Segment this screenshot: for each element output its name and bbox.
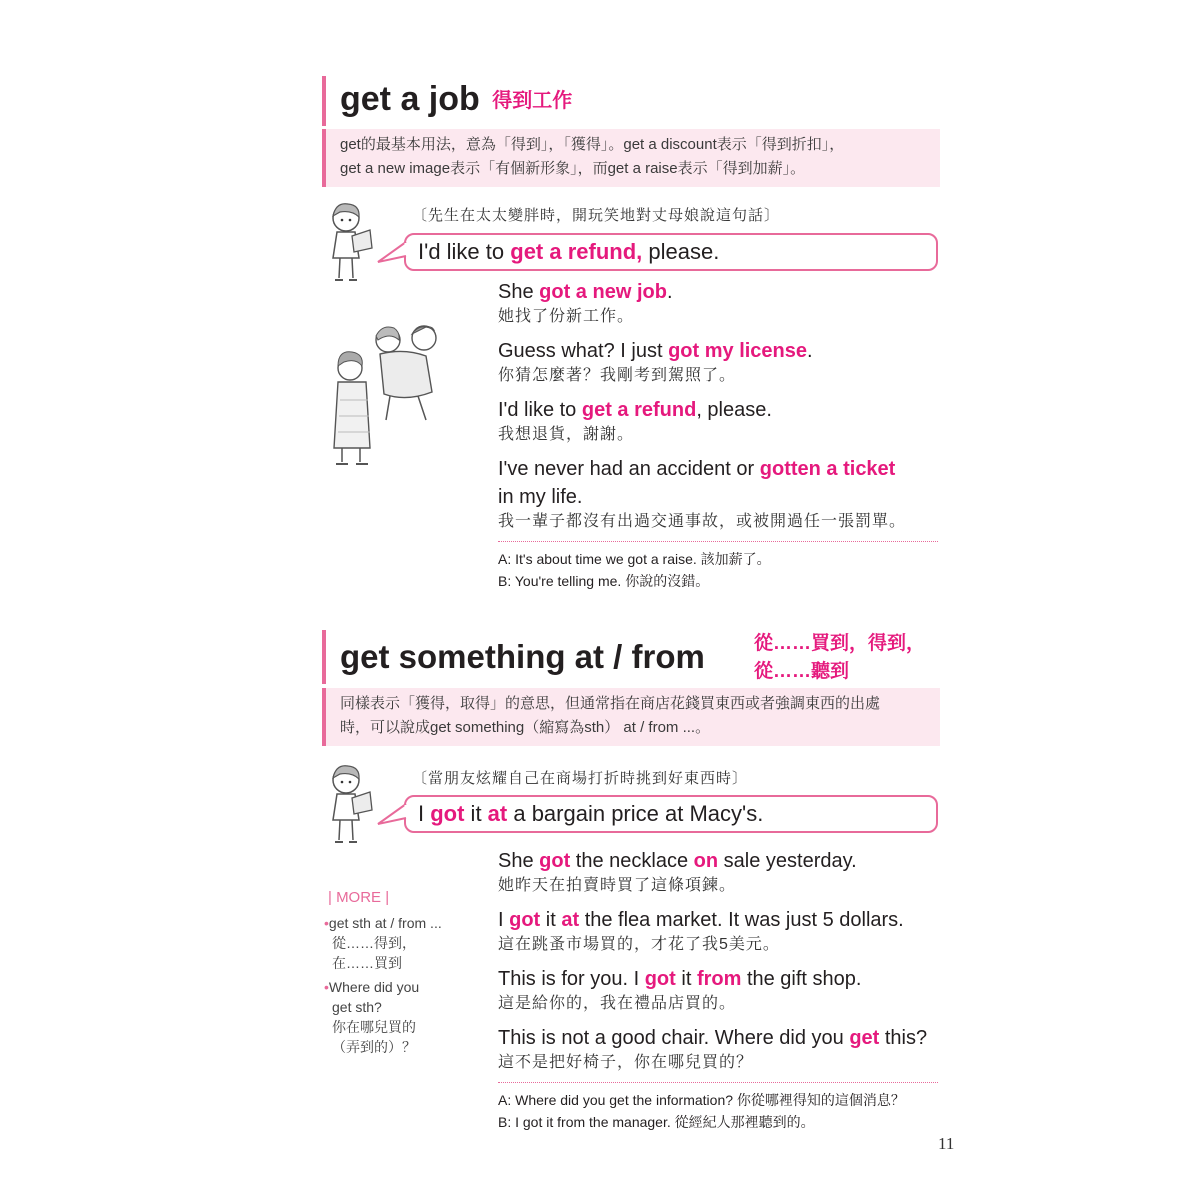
bubble-text: please. bbox=[642, 239, 720, 264]
example-item bbox=[498, 396, 948, 446]
family-illustration bbox=[326, 320, 456, 468]
section-title bbox=[322, 76, 940, 126]
example-item bbox=[498, 337, 948, 387]
example-english-line2: in my life. bbox=[498, 486, 583, 508]
intro-box bbox=[322, 129, 940, 187]
title-english: get something at / from bbox=[340, 638, 705, 675]
example-item bbox=[498, 455, 948, 533]
example-english: She got a new job. bbox=[498, 281, 673, 303]
example-item bbox=[498, 965, 948, 1015]
example-item bbox=[498, 906, 948, 956]
page-number: 11 bbox=[938, 1134, 955, 1153]
bubble-highlight: get a refund, bbox=[510, 239, 643, 264]
intro-box bbox=[322, 688, 940, 746]
example-english: I'd like to get a refund, please. bbox=[498, 399, 772, 421]
more-list: •get sth at / from ... 從……得到， 在……買到 •Where did you get sth? 你在哪兒買的 （弄到的）？ bbox=[324, 913, 464, 1057]
intro-line: 同樣表示「獲得，取得」的意思，但通常指在商店花錢買東西或者強調東西的出處 bbox=[340, 695, 881, 712]
more-item: •Where did you bbox=[324, 979, 420, 995]
more-item: •get sth at / from ... bbox=[324, 915, 442, 931]
speech-bubble: I got it at a bargain price at Macy's. bbox=[404, 795, 938, 833]
example-item bbox=[498, 1024, 948, 1074]
bubble-tail bbox=[376, 802, 408, 828]
example-chinese: 我一輩子都沒有出過交通事故，或被開過任一張罰單。 bbox=[498, 513, 907, 530]
dialog-box bbox=[498, 1082, 938, 1133]
example-item bbox=[498, 847, 948, 897]
intro-line: get的最基本用法，意為「得到」，「獲得」。get a discount表示「得到折扣」， bbox=[340, 136, 845, 153]
girl-reading-illustration bbox=[322, 200, 378, 286]
title-chinese: 從……買到，得到， 從……聽到 bbox=[754, 633, 926, 682]
bubble-text: I'd like to bbox=[418, 239, 511, 264]
example-english: She got the necklace on sale yesterday. bbox=[498, 850, 857, 872]
example-chinese: 這在跳蚤市場買的，才花了我5美元。 bbox=[498, 936, 780, 953]
section-title bbox=[322, 630, 940, 684]
girl-reading-illustration bbox=[322, 762, 378, 848]
example-english: I've never had an accident or gotten a ticket bbox=[498, 458, 896, 480]
example-chinese: 這是給你的，我在禮品店買的。 bbox=[498, 995, 737, 1012]
speech-bubble bbox=[404, 233, 938, 271]
example-chinese: 她昨天在拍賣時買了這條項鍊。 bbox=[498, 877, 737, 894]
intro-line: get a new image表示「有個新形象」，而get a raise表示「得到加薪」。 bbox=[340, 160, 806, 177]
context-note: 〔先生在太太變胖時，開玩笑地對丈母娘說這句話〕 bbox=[412, 206, 781, 224]
example-chinese: 她找了份新工作。 bbox=[498, 308, 635, 325]
dialog-line-a: A: Where did you get the information? 你從哪裡得知的這個消息？ bbox=[498, 1092, 905, 1108]
example-english: This is for you. I got it from the gift shop. bbox=[498, 968, 862, 990]
example-chinese: 你猜怎麼著？我剛考到駕照了。 bbox=[498, 367, 737, 384]
title-english: get a job bbox=[340, 80, 480, 118]
example-english: Guess what? I just got my license. bbox=[498, 340, 813, 362]
section-get-a-job bbox=[322, 76, 940, 187]
intro-line: 時，可以說成get something（縮寫為sth） at / from ...。 bbox=[340, 719, 711, 736]
example-english: This is not a good chair. Where did you get this? bbox=[498, 1027, 928, 1049]
example-chinese: 我想退貨，謝謝。 bbox=[498, 426, 635, 443]
example-item bbox=[498, 278, 948, 328]
dialog-box bbox=[498, 541, 938, 592]
context-note: 〔當朋友炫耀自己在商場打折時挑到好東西時〕 bbox=[412, 769, 749, 787]
more-title: | MORE | bbox=[328, 889, 390, 906]
dialog-line-b: B: I got it from the manager. 從經紀人那裡聽到的。 bbox=[498, 1114, 815, 1130]
example-english: I got it at the flea market. It was just 5 dollars. bbox=[498, 909, 904, 931]
title-chinese: 得到工作 bbox=[492, 90, 573, 112]
section-get-something-at-from bbox=[322, 630, 940, 746]
example-chinese: 這不是把好椅子，你在哪兒買的？ bbox=[498, 1054, 754, 1071]
bubble-tail bbox=[376, 240, 408, 266]
dialog-line-a: A: It's about time we got a raise. 該加薪了。 bbox=[498, 551, 771, 567]
dialog-line-b: B: You're telling me. 你說的沒錯。 bbox=[498, 573, 710, 589]
